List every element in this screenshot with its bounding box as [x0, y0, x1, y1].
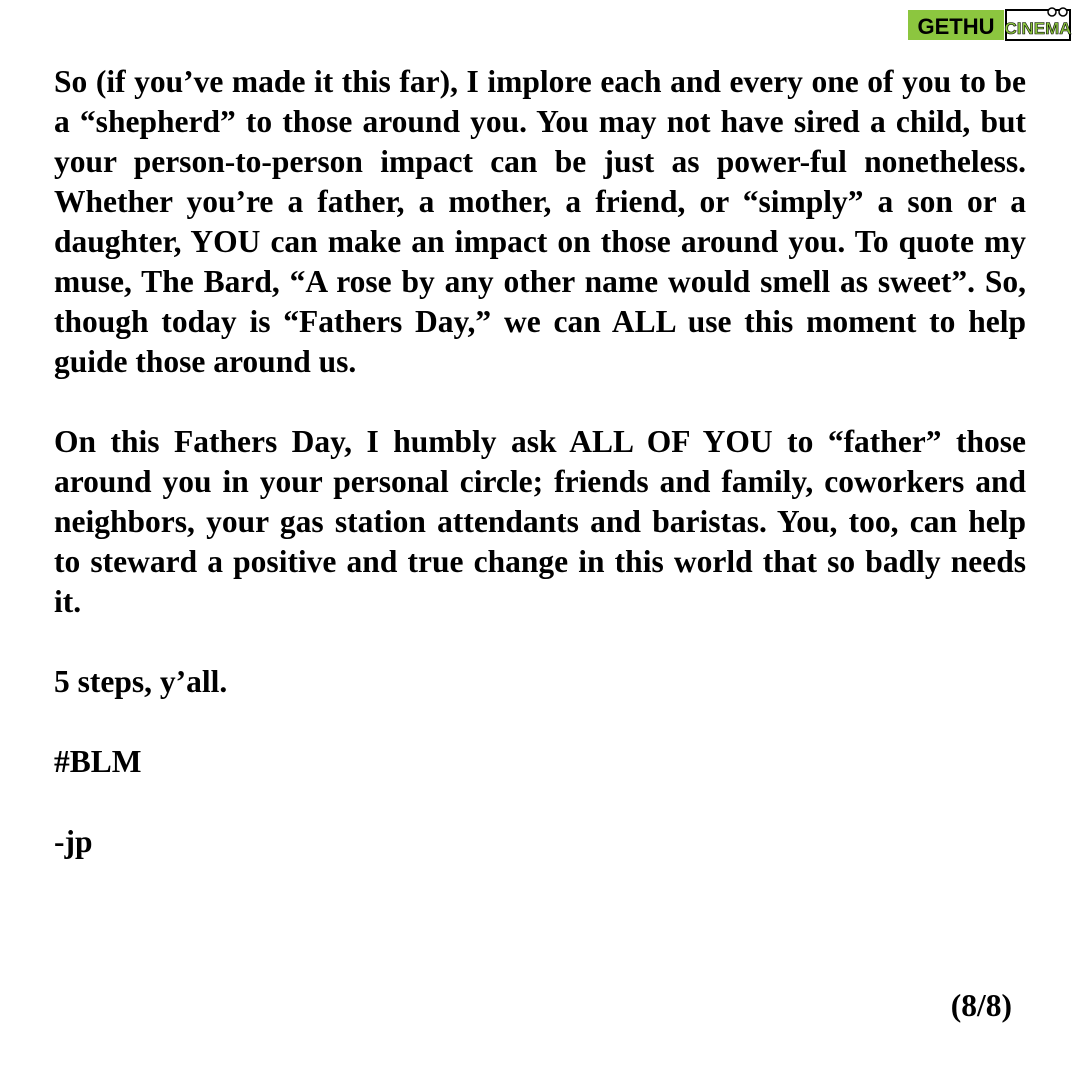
- logo-text-cinema: CINEMA: [1004, 19, 1072, 38]
- five-steps-line: 5 steps, y’all.: [54, 664, 228, 699]
- paragraph-fathers-day: On this Fathers Day, I humbly ask ALL OF YOU to “father” those around you in your personal circle; friends and family, coworkers and neighbors, your gas station attendants and baristas. You, too, can help to steward a positive and true change in this world that so badly needs it.: [54, 424, 1026, 619]
- page-number: (8/8): [950, 988, 1012, 1023]
- logo-graphic: [906, 6, 1074, 44]
- logo-text-gethu: GETHU: [917, 14, 995, 39]
- paragraph-shepherd: So (if you’ve made it this far), I implore each and every one of you to be a “shepherd” to those around you. You may not have sired a child, but your person-to-person impact can be just as power-ful nonetheless. Whether you’re a father, a mother, a friend, or “simply” a son or a daughter, YOU can make an impact on those around you. To quote my muse, The Bard, “A rose by any other name would smell as sweet”. So, though today is “Fathers Day,” we can ALL use this moment to help guide those around us.: [54, 64, 1026, 379]
- gethu-cinema-logo: [906, 6, 1074, 44]
- post-text-body: [54, 62, 1026, 902]
- signature: -jp: [54, 824, 93, 859]
- hashtag-blm: #BLM: [54, 744, 142, 779]
